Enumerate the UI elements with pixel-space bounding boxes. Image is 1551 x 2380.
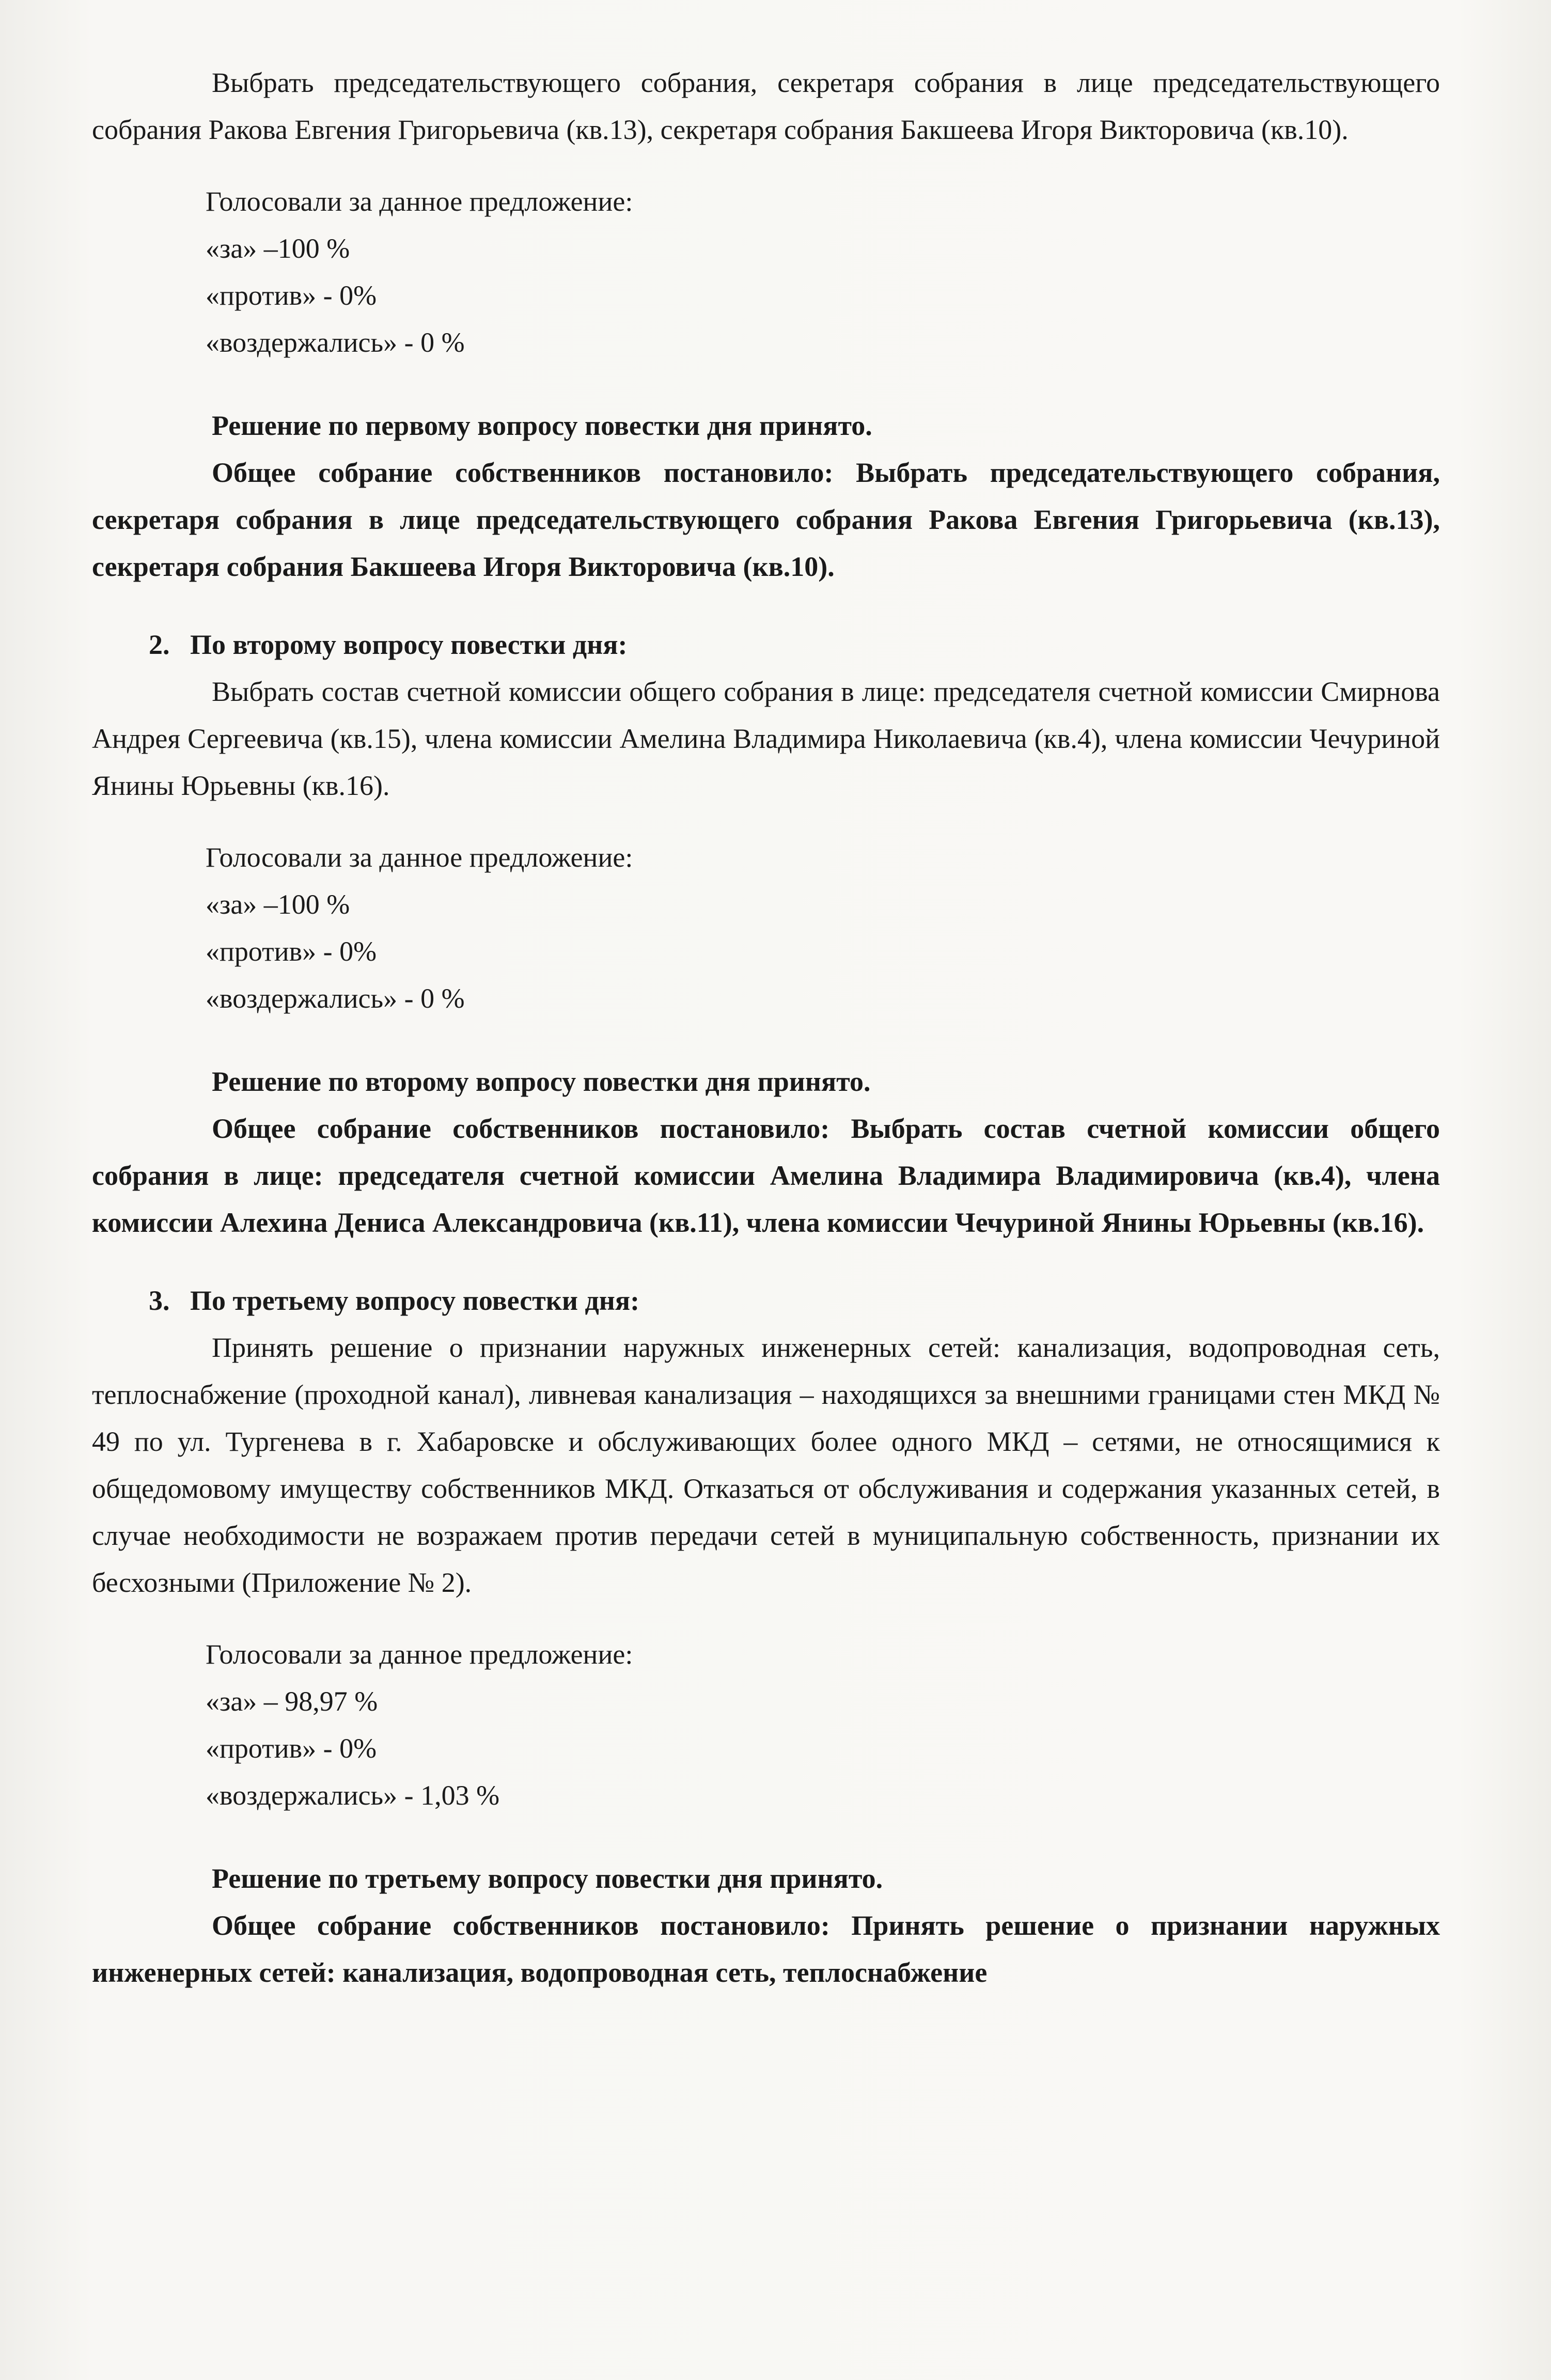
q2-decision-title: Решение по второму вопросу повестки дня принято. [212,1066,871,1097]
q2-number: 2. [149,629,170,660]
q3-decision-title: Решение по третьему вопросу повестки дня принято. [212,1863,883,1894]
q2-heading-text: По второму вопросу повестки дня: [190,629,628,660]
q3-vote-for: «за» – 98,97 % [206,1686,378,1717]
q3-heading [149,1277,1440,1324]
q3-vote-abstain: «воздержались» - 1,03 % [206,1780,500,1811]
q2-vote-block [206,834,1440,1022]
q2-proposal: Выбрать состав счетной комиссии общего собрания в лице: председателя счетной комиссии Смирнова Андрея Сергеевича (кв.15), члена комиссии Амелина Владимира Николаевича (кв.4), члена комиссии Чечуриной Янины Юрьевны (кв.16). [92,676,1440,801]
q3-vote-against: «против» - 0% [206,1733,377,1764]
q3-heading-text: По третьему вопросу повестки дня: [190,1285,640,1316]
q1-vote-abstain: «воздержались» - 0 % [206,327,465,358]
q2-vote-against: «против» - 0% [206,936,377,967]
q3-vote-title: Голосовали за данное предложение: [206,1639,633,1670]
q2-vote-abstain: «воздержались» - 0 % [206,983,465,1014]
q3-number: 3. [149,1285,170,1316]
q3-resolution: Общее собрание собственников постановило: Принять решение о признании наружных инженерных сетей: канализация, водопроводная сеть, теплоснабжение [92,1910,1440,1988]
q1-resolution: Общее собрание собственников постановило: Выбрать председательствующего собрания, секретаря собрания в лице председательствующего собрания Ракова Евгения Григорьевича (кв.13), секретаря собрания Бакшеева Игоря Викторовича (кв.10). [92,457,1440,582]
q2-resolution: Общее собрание собственников постановило: Выбрать состав счетной комиссии общего собрания в лице: председателя счетной комиссии Амелина Владимира Владимировича (кв.4), члена комиссии Алехина Дениса Александровича (кв.11), члена комиссии Чечуриной Янины Юрьевны (кв.16). [92,1113,1440,1238]
q1-vote-block [206,178,1440,366]
q3-vote-block [206,1631,1440,1819]
q1-proposal: Выбрать председательствующего собрания, секретаря собрания в лице председательствующего собрания Ракова Евгения Григорьевича (кв.13), секретаря собрания Бакшеева Игоря Викторовича (кв.10). [92,67,1440,145]
q2-vote-for: «за» –100 % [206,889,350,920]
q2-vote-title: Голосовали за данное предложение: [206,842,633,873]
q2-heading [149,621,1440,668]
q1-decision-title: Решение по первому вопросу повестки дня принято. [212,410,872,441]
q1-vote-title: Голосовали за данное предложение: [206,186,633,217]
q3-proposal: Принять решение о признании наружных инженерных сетей: канализация, водопроводная сеть, теплоснабжение (проходной канал), ливневая канализация – находящихся за внешними границами стен МКД № 49 по ул. Тургенева в г. Хабаровске и обслуживающих более одного МКД – сетями, не относящимися к общедомовому имуществу собственников МКД. Отказаться от обслуживания и содержания указанных сетей, в случае необходимости не возражаем против передачи сетей в муниципальную собственность, признании их бесхозными (Приложение № 2). [92,1332,1440,1598]
q1-vote-for: «за» –100 % [206,233,350,264]
q1-vote-against: «против» - 0% [206,280,377,311]
